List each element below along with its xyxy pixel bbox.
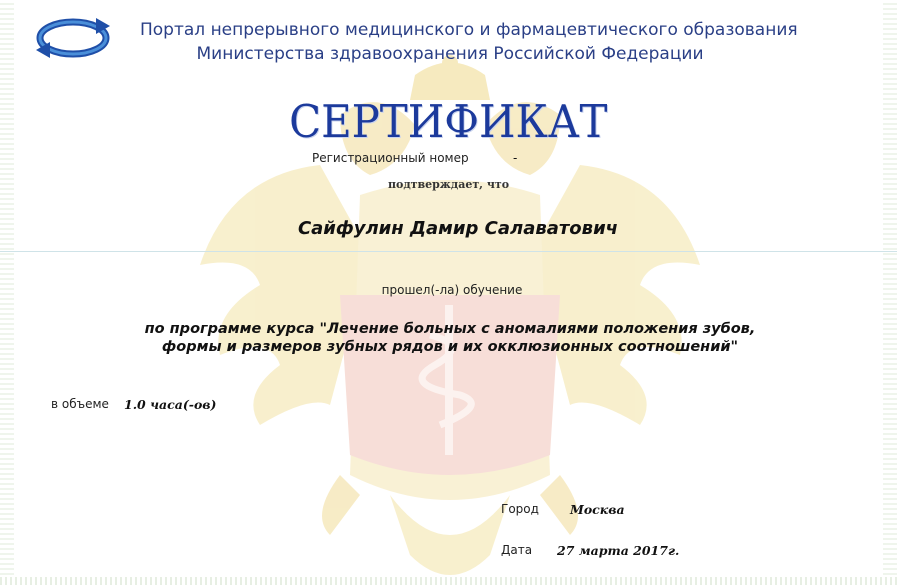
course-program: [120, 320, 780, 356]
volume-label: в объеме: [51, 397, 109, 411]
divider-line: [0, 251, 897, 252]
certificate-title: СЕРТИФИКАТ: [289, 95, 608, 148]
course-program-line-1: по программе курса "Лечение больных с аномалиями положения зубов,: [144, 321, 756, 337]
circular-arrows-logo-icon: [36, 16, 110, 60]
date-label: Дата: [501, 543, 533, 557]
completed-training-text: прошел(-ла) обучение: [381, 283, 523, 297]
volume-value: 1.0 часа(-ов): [124, 397, 217, 412]
city-value: Москва: [570, 502, 625, 517]
registration-number-value: -: [513, 151, 518, 165]
date-value: 27 марта 2017г.: [557, 543, 680, 558]
portal-title: [140, 18, 798, 66]
city-label: Город: [501, 502, 539, 516]
course-program-line-2: формы и размеров зубных рядов и их окклюзионных соотношений": [161, 339, 739, 355]
portal-title-line-2: Министерства здравоохранения Российской Федерации: [196, 44, 704, 64]
portal-title-line-1: Портал непрерывного медицинского и фармацевтического образования: [140, 20, 798, 40]
registration-number-label: Регистрационный номер: [312, 151, 469, 165]
recipient-name: Сайфулин Дамир Салаватович: [297, 218, 619, 239]
confirms-text: подтверждает, что: [387, 178, 510, 191]
